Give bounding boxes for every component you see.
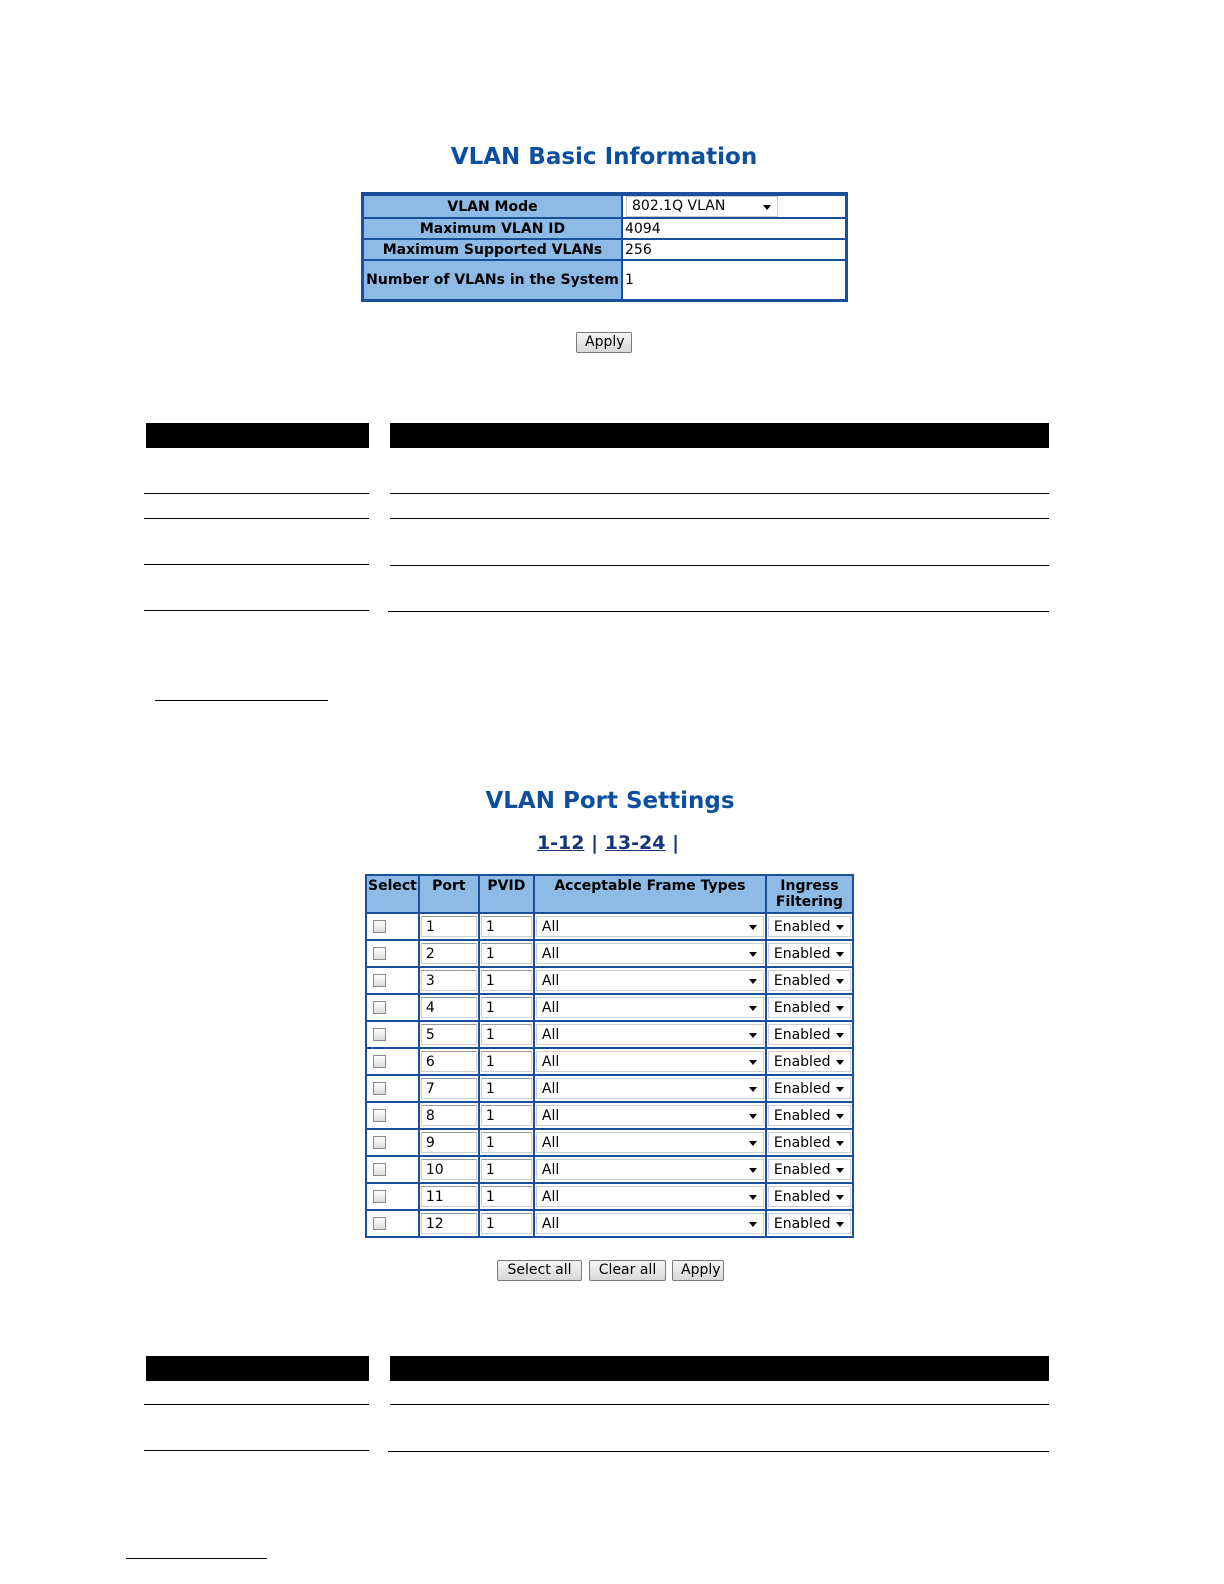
ingress-filtering-value: Enabled xyxy=(773,1162,831,1178)
port-cell xyxy=(419,1156,479,1183)
port-select-checkbox[interactable] xyxy=(373,1163,386,1176)
ingress-filtering-select[interactable] xyxy=(768,1213,851,1234)
divider xyxy=(144,1450,369,1451)
table-row xyxy=(366,1129,853,1156)
port-input[interactable]: 6 xyxy=(421,1051,477,1072)
select-cell xyxy=(366,994,419,1021)
pvid-cell xyxy=(479,1048,534,1075)
ingress-filtering-select[interactable] xyxy=(768,1159,851,1180)
select-all-button[interactable]: Select all xyxy=(497,1260,582,1281)
chevron-down-icon xyxy=(836,1141,844,1146)
ingress-filtering-select[interactable] xyxy=(768,997,851,1018)
frame-types-select[interactable] xyxy=(536,1078,764,1099)
ingress-filtering-select[interactable] xyxy=(768,970,851,991)
basic-info-title: VLAN Basic Information xyxy=(450,144,758,170)
column-header-port: Port xyxy=(419,875,479,913)
ingress-filtering-value: Enabled xyxy=(773,973,831,989)
ingress-filtering-value: Enabled xyxy=(773,1000,831,1016)
ingress-filtering-value: Enabled xyxy=(773,1054,831,1070)
description-header-left xyxy=(146,1356,369,1381)
ingress-cell xyxy=(766,1048,853,1075)
frame-types-select[interactable] xyxy=(536,970,764,991)
vlan-count-row xyxy=(363,260,847,301)
port-rows xyxy=(366,913,853,1237)
table-header-row xyxy=(366,875,853,913)
pvid-input[interactable]: 1 xyxy=(481,916,532,937)
frame-types-value: All xyxy=(541,1216,560,1232)
chevron-down-icon xyxy=(749,1195,757,1200)
ingress-cell xyxy=(766,1075,853,1102)
port-input[interactable]: 1 xyxy=(421,916,477,937)
port-input[interactable]: 7 xyxy=(421,1078,477,1099)
page-link-1-12[interactable]: 1-12 xyxy=(536,832,585,854)
pvid-input[interactable]: 1 xyxy=(481,943,532,964)
chevron-down-icon xyxy=(836,952,844,957)
chevron-down-icon xyxy=(749,1114,757,1119)
basic-info-table xyxy=(361,192,848,302)
pvid-cell xyxy=(479,1183,534,1210)
frame-types-value: All xyxy=(541,973,560,989)
frame-types-cell xyxy=(534,1156,766,1183)
description-header-left xyxy=(146,423,369,448)
table-row xyxy=(366,1183,853,1210)
pvid-input[interactable]: 1 xyxy=(481,1159,532,1180)
port-cell xyxy=(419,1021,479,1048)
ingress-filtering-select[interactable] xyxy=(768,916,851,937)
frame-types-select[interactable] xyxy=(536,943,764,964)
select-cell xyxy=(366,1210,419,1237)
frame-types-cell xyxy=(534,994,766,1021)
column-header-pvid: PVID xyxy=(479,875,534,913)
basic-apply-button[interactable]: Apply xyxy=(576,332,632,353)
column-header-ingress: Ingress Filtering xyxy=(766,875,853,913)
port-cell xyxy=(419,1048,479,1075)
frame-types-value: All xyxy=(541,1000,560,1016)
chevron-down-icon xyxy=(749,925,757,930)
ingress-filtering-select[interactable] xyxy=(768,1051,851,1072)
frame-types-cell xyxy=(534,1075,766,1102)
port-input[interactable]: 3 xyxy=(421,970,477,991)
ingress-filtering-select[interactable] xyxy=(768,1105,851,1126)
max-supported-vlans-row xyxy=(363,239,847,260)
port-input[interactable]: 12 xyxy=(421,1213,477,1234)
frame-types-select[interactable] xyxy=(536,1024,764,1045)
vlan-mode-label: VLAN Mode xyxy=(363,194,623,218)
port-select-checkbox[interactable] xyxy=(373,1001,386,1014)
pvid-input[interactable]: 1 xyxy=(481,970,532,991)
max-vlan-id-label: Maximum VLAN ID xyxy=(363,218,623,239)
pvid-cell xyxy=(479,1156,534,1183)
pvid-input[interactable]: 1 xyxy=(481,1051,532,1072)
select-cell xyxy=(366,1048,419,1075)
chevron-down-icon xyxy=(836,1195,844,1200)
chevron-down-icon xyxy=(749,1141,757,1146)
vlan-mode-row xyxy=(363,194,847,218)
max-vlan-id-row xyxy=(363,218,847,239)
chevron-down-icon xyxy=(836,979,844,984)
port-cell xyxy=(419,1075,479,1102)
table-row xyxy=(366,967,853,994)
chevron-down-icon xyxy=(836,1222,844,1227)
divider xyxy=(390,518,1049,519)
ingress-cell xyxy=(766,1210,853,1237)
port-cell xyxy=(419,1210,479,1237)
chevron-down-icon xyxy=(836,925,844,930)
table-row xyxy=(366,1075,853,1102)
pvid-input[interactable]: 1 xyxy=(481,997,532,1018)
ingress-filtering-value: Enabled xyxy=(773,1189,831,1205)
ingress-filtering-select[interactable] xyxy=(768,943,851,964)
frame-types-cell xyxy=(534,1102,766,1129)
frame-types-value: All xyxy=(541,1108,560,1124)
column-header-select: Select xyxy=(366,875,419,913)
port-input[interactable]: 11 xyxy=(421,1186,477,1207)
ingress-filtering-value: Enabled xyxy=(773,919,831,935)
port-select-checkbox[interactable] xyxy=(373,920,386,933)
port-select-checkbox[interactable] xyxy=(373,1082,386,1095)
table-row xyxy=(366,1156,853,1183)
chevron-down-icon xyxy=(749,1006,757,1011)
pvid-cell xyxy=(479,1210,534,1237)
divider xyxy=(144,610,369,611)
chevron-down-icon xyxy=(749,979,757,984)
pvid-input[interactable]: 1 xyxy=(481,1024,532,1045)
section-underline xyxy=(155,700,328,701)
ingress-filtering-select[interactable] xyxy=(768,1186,851,1207)
ingress-filtering-value: Enabled xyxy=(773,1108,831,1124)
chevron-down-icon xyxy=(836,1060,844,1065)
frame-types-select[interactable] xyxy=(536,1186,764,1207)
pvid-input[interactable]: 1 xyxy=(481,1132,532,1153)
port-select-checkbox[interactable] xyxy=(373,1109,386,1122)
ingress-cell xyxy=(766,1156,853,1183)
ingress-filtering-value: Enabled xyxy=(773,1135,831,1151)
port-input[interactable]: 4 xyxy=(421,997,477,1018)
pvid-cell xyxy=(479,940,534,967)
port-select-checkbox[interactable] xyxy=(373,1190,386,1203)
vlan-count-value: 1 xyxy=(622,260,847,301)
description-header-right xyxy=(390,423,1049,448)
frame-types-cell xyxy=(534,913,766,940)
table-row xyxy=(366,940,853,967)
frame-types-select[interactable] xyxy=(536,1105,764,1126)
port-cell xyxy=(419,1129,479,1156)
frame-types-value: All xyxy=(541,1054,560,1070)
chevron-down-icon xyxy=(749,952,757,957)
table-row xyxy=(366,994,853,1021)
select-cell xyxy=(366,913,419,940)
select-cell xyxy=(366,940,419,967)
ingress-cell xyxy=(766,994,853,1021)
frame-types-cell xyxy=(534,1129,766,1156)
frame-types-cell xyxy=(534,1021,766,1048)
frame-types-select[interactable] xyxy=(536,1051,764,1072)
footnote-rule xyxy=(126,1558,267,1559)
frame-types-value: All xyxy=(541,1081,560,1097)
port-settings-title: VLAN Port Settings xyxy=(485,788,735,814)
pvid-cell xyxy=(479,994,534,1021)
pvid-cell xyxy=(479,913,534,940)
table-row xyxy=(366,1102,853,1129)
select-cell xyxy=(366,1102,419,1129)
ingress-filtering-value: Enabled xyxy=(773,1216,831,1232)
pvid-cell xyxy=(479,1102,534,1129)
pvid-input[interactable]: 1 xyxy=(481,1186,532,1207)
frame-types-select[interactable] xyxy=(536,1159,764,1180)
frame-types-value: All xyxy=(541,919,560,935)
port-select-checkbox[interactable] xyxy=(373,1028,386,1041)
divider xyxy=(388,1451,1049,1452)
port-cell xyxy=(419,1183,479,1210)
divider xyxy=(390,1404,1049,1405)
frame-types-value: All xyxy=(541,1189,560,1205)
port-select-checkbox[interactable] xyxy=(373,1055,386,1068)
chevron-down-icon xyxy=(749,1060,757,1065)
frame-types-value: All xyxy=(541,1027,560,1043)
select-cell xyxy=(366,1129,419,1156)
select-cell xyxy=(366,1021,419,1048)
pvid-cell xyxy=(479,1129,534,1156)
port-input[interactable]: 5 xyxy=(421,1024,477,1045)
frame-types-select[interactable] xyxy=(536,1132,764,1153)
ingress-filtering-value: Enabled xyxy=(773,946,831,962)
pager-separator: | xyxy=(591,832,599,854)
port-input[interactable]: 8 xyxy=(421,1105,477,1126)
port-cell xyxy=(419,994,479,1021)
description-header-right xyxy=(390,1356,1049,1381)
pvid-input[interactable]: 1 xyxy=(481,1213,532,1234)
pager-separator: | xyxy=(672,832,680,854)
chevron-down-icon xyxy=(836,1114,844,1119)
port-cell xyxy=(419,940,479,967)
vlan-count-label: Number of VLANs in the System xyxy=(363,260,623,301)
clear-all-button[interactable]: Clear all xyxy=(589,1260,666,1281)
frame-types-value: All xyxy=(541,1135,560,1151)
port-input[interactable]: 9 xyxy=(421,1132,477,1153)
divider xyxy=(388,611,1049,612)
page-link-13-24[interactable]: 13-24 xyxy=(604,832,666,854)
chevron-down-icon xyxy=(836,1006,844,1011)
pvid-cell xyxy=(479,1021,534,1048)
max-supported-vlans-label: Maximum Supported VLANs xyxy=(363,239,623,260)
ingress-filtering-select[interactable] xyxy=(768,1024,851,1045)
port-cell xyxy=(419,1102,479,1129)
frame-types-select[interactable] xyxy=(536,1213,764,1234)
ingress-filtering-select[interactable] xyxy=(768,1078,851,1099)
port-select-checkbox[interactable] xyxy=(373,1136,386,1149)
chevron-down-icon xyxy=(836,1087,844,1092)
port-input[interactable]: 2 xyxy=(421,943,477,964)
pvid-input[interactable]: 1 xyxy=(481,1078,532,1099)
column-header-frame-types: Acceptable Frame Types xyxy=(534,875,766,913)
select-cell xyxy=(366,1075,419,1102)
ingress-cell xyxy=(766,1129,853,1156)
port-select-checkbox[interactable] xyxy=(373,1217,386,1230)
frame-types-value: All xyxy=(541,1162,560,1178)
ingress-filtering-select[interactable] xyxy=(768,1132,851,1153)
divider xyxy=(390,565,1049,566)
port-input[interactable]: 10 xyxy=(421,1159,477,1180)
chevron-down-icon xyxy=(836,1033,844,1038)
port-apply-button[interactable]: Apply xyxy=(672,1260,724,1281)
chevron-down-icon xyxy=(749,1033,757,1038)
max-vlan-id-value: 4094 xyxy=(622,218,847,239)
port-cell xyxy=(419,967,479,994)
frame-types-cell xyxy=(534,1210,766,1237)
chevron-down-icon xyxy=(749,1222,757,1227)
select-cell xyxy=(366,967,419,994)
frame-types-select[interactable] xyxy=(536,997,764,1018)
table-row xyxy=(366,1021,853,1048)
port-settings-table xyxy=(365,874,854,1238)
pager xyxy=(0,832,1220,854)
pvid-input[interactable]: 1 xyxy=(481,1105,532,1126)
frame-types-cell xyxy=(534,940,766,967)
divider xyxy=(144,564,369,565)
ingress-filtering-value: Enabled xyxy=(773,1081,831,1097)
ingress-filtering-value: Enabled xyxy=(773,1027,831,1043)
select-cell xyxy=(366,1183,419,1210)
max-supported-vlans-value: 256 xyxy=(622,239,847,260)
port-select-checkbox[interactable] xyxy=(373,974,386,987)
chevron-down-icon xyxy=(836,1168,844,1173)
divider xyxy=(144,518,369,519)
table-row xyxy=(366,913,853,940)
ingress-cell xyxy=(766,1183,853,1210)
frame-types-select[interactable] xyxy=(536,916,764,937)
divider xyxy=(390,493,1049,494)
frame-types-cell xyxy=(534,1183,766,1210)
vlan-mode-value: 802.1Q VLAN xyxy=(632,198,726,214)
ingress-cell xyxy=(766,913,853,940)
vlan-mode-select[interactable] xyxy=(626,196,778,217)
chevron-down-icon xyxy=(749,1087,757,1092)
divider xyxy=(144,1404,369,1405)
frame-types-value: All xyxy=(541,946,560,962)
pvid-cell xyxy=(479,1075,534,1102)
divider xyxy=(144,493,369,494)
table-row xyxy=(366,1048,853,1075)
frame-types-cell xyxy=(534,967,766,994)
ingress-cell xyxy=(766,967,853,994)
select-cell xyxy=(366,1156,419,1183)
chevron-down-icon xyxy=(749,1168,757,1173)
port-cell xyxy=(419,913,479,940)
ingress-cell xyxy=(766,1102,853,1129)
pvid-cell xyxy=(479,967,534,994)
ingress-cell xyxy=(766,940,853,967)
frame-types-cell xyxy=(534,1048,766,1075)
table-row xyxy=(366,1210,853,1237)
chevron-down-icon xyxy=(763,205,771,210)
port-select-checkbox[interactable] xyxy=(373,947,386,960)
ingress-cell xyxy=(766,1021,853,1048)
